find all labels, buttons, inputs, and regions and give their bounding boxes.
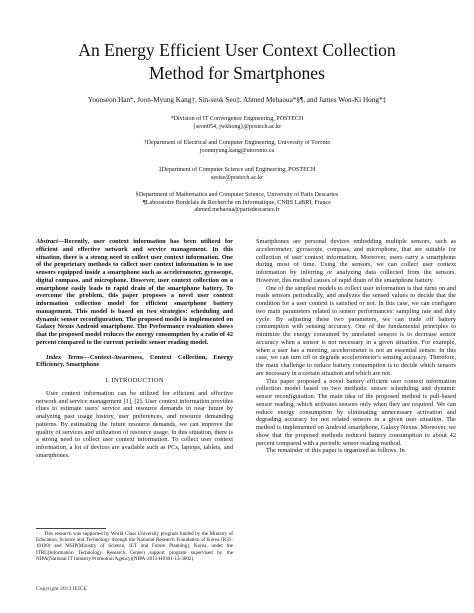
affiliation-2-email: joonmyung.kang@utoronto.ca bbox=[199, 147, 275, 154]
affiliation-3 bbox=[60, 167, 414, 182]
affiliation-2 bbox=[60, 140, 414, 155]
affiliation-1-name: *Division of IT Convergence Engineering, POSTECH bbox=[170, 116, 304, 122]
affiliation-3-name: ‡Department of Computer Science and Engineering, POSTECH bbox=[158, 167, 316, 173]
right-column bbox=[256, 238, 456, 455]
copyright-notice: Copyright 2013 IEICE bbox=[36, 586, 87, 592]
funding-footnote: This research was supported by World Class University program funded by the Ministry of Education, Science and Technology through the National Research Foundation of Korea (R31-10100) and MSIP(Ministry of Science, ICT and Future Planning), Korea, under the ITRC(Information Technology Research Center) support program supervised by the NIPA(National IT Industry Promotion Agency)(NIPA-2013-H0301-13-3002). bbox=[36, 531, 233, 562]
footnote-rule bbox=[36, 528, 106, 529]
affiliation-3-email: sesise@postech.ac.kr bbox=[211, 174, 263, 181]
left-column bbox=[36, 238, 233, 460]
section-heading-introduction: I. INTRODUCTION bbox=[105, 377, 164, 384]
right-paragraph-1: Smartphones are personal devices embedding multiple sensors, such as accelerometer, gyroscope, compass, and microphone, that are suitable for collection of user context information. Moreover, users carry a smartphone during most of time. Using the sensors, we can collect user context information by inferring or analyzing data collected from the sensors. However, this method causes of rapid drain of the smartphone battery. bbox=[256, 238, 456, 284]
affiliation-1-email: {seon054, jwkhong}@postech.ac.kr bbox=[192, 123, 282, 130]
affiliation-4-name: §Department of Mathematics and Computer Science, University of Paris Descartes bbox=[135, 192, 339, 198]
affiliation-2-name: †Department of Electrical and Computer Engineering, University of Toronto bbox=[143, 140, 331, 146]
index-terms-text: —Context-Awareness, Context Collection, Energy Efficiency, Smartphone bbox=[36, 353, 233, 369]
abstract bbox=[36, 238, 233, 347]
right-paragraph-3: This paper proposed a novel battery efficient user context information collection model based on two methods: sensor scheduling and dynamic sensor reconfiguration. The main idea of the proposed method is pull-based sensor reading, which activates sensors only when they are required. We can reduce energy consumption by eliminating unnecessary activation and degrading accuracy for not related sensors in a given user situation. The method is implemented on Android smartphone, Galaxy Nexus. Moreover, we show that the proposed methods reduced battery consumption to about 42 percent compared with a periodic sensor reading method. bbox=[256, 377, 456, 447]
affiliation-1 bbox=[60, 116, 414, 131]
intro-paragraph-1: User context information can be utilized for efficient and effective network and service management [1], [2]. User context information provides clues to estimate users' service and resource demands in near future by analyzing past usage history, user preferences, and resource demanding patterns. By estimating the future resource demands, we can improve the quality of services and utilization of resource usage. In this situation, there is a strong need to collect user context information. To collect user context information, a lot of devices are available such as PCs, laptops, tablets, and smartphones. bbox=[36, 389, 233, 459]
abstract-label: Abstract bbox=[36, 238, 58, 245]
author-list: Yoonseon Han*, Joon-Myung Kang†, Sin-seok Seo‡, Ahmed Mehaoua*§¶, and James Won-Ki Hong*‡ bbox=[87, 96, 387, 104]
right-paragraph-4: The remainder of this paper is organized as follows. In bbox=[266, 447, 405, 455]
paper-title-line-1: An Energy Efficient User Context Collection bbox=[78, 40, 396, 60]
affiliation-4 bbox=[60, 192, 414, 215]
right-paragraph-2: One of the simplest models to collect user information is that turns on and reads sensors periodically, and analyzes the sensed values to decide that the condition for a user context is satisfied or not. In this case, we can configure two main parameters related to sensor performances: sampling rate and duty cycle. By adjusting these two parameters, we can trade off battery consumption with sensing accuracy. One of the fundamental principles to minimize the energy consumed by unrelated sensors is to decrease sensor accuracy when a sensor is not necessary in a given situation. For example, when a user has a meeting, accelerometer is not an essential sensor. In this case, we can turn off or degrade accelerometer's sensing accuracy. Therefore, the main challenge to reduce battery consumption is to decide which sensors are necessary in a certain situation and which are not. bbox=[256, 284, 456, 377]
abstract-text: —Recently, user context information has been utilized for efficient and effective network and service management. In this situation, there is a strong need to collect user context information. One of the proprietary methods to collect user context information is to use sensors equipped inside a smartphone such as accelerometer, gyroscope, digital compass, and microphone. However, user context collection on a smartphone easily leads to rapid drain of the smartphone battery. To overcome the problem, this paper proposes a novel user context information collection model for efficient smartphone battery management. This model is based on two strategies: scheduling and dynamic sensor reconfiguration. The proposed model is implemented on Galaxy Nexus Android smartphone. The Performance evaluation shows that the proposed model reduces the energy consumption by a ratio of 42 percent compared to the current periodic sensor reading model. bbox=[36, 238, 233, 346]
affiliation-5-name: ¶Laboratoire Bordelais de Recherche en Informatique, CNRS LaBRI, France bbox=[143, 199, 331, 206]
paper-title-line-2: Method for Smartphones bbox=[149, 63, 325, 83]
index-terms-label: Index Terms bbox=[46, 353, 84, 361]
affiliation-4-email: ahmed.mehaoua@parisdescartes.fr bbox=[194, 207, 280, 214]
index-terms bbox=[36, 354, 233, 370]
